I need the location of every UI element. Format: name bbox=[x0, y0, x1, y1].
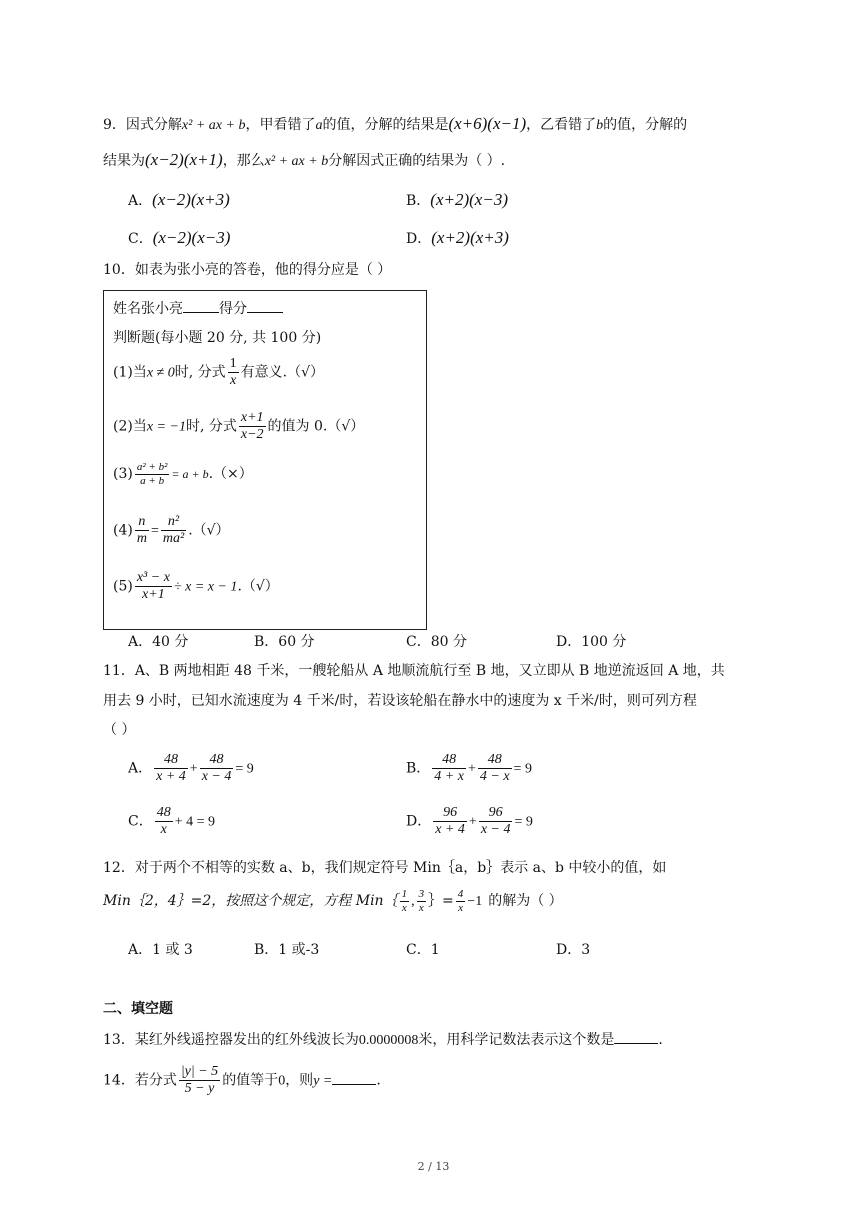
q10-option-c[interactable] bbox=[406, 634, 467, 651]
q12-option-b[interactable] bbox=[254, 942, 319, 959]
q12-text: ｝= bbox=[428, 893, 454, 910]
option-label: D． bbox=[406, 813, 432, 830]
item-fraction-2 bbox=[161, 514, 186, 547]
q11-option-d[interactable] bbox=[406, 805, 533, 838]
item-fraction bbox=[239, 410, 266, 443]
item-text: 的值为 0.（√） bbox=[267, 418, 365, 435]
denominator: x bbox=[230, 373, 237, 389]
denominator: x−2 bbox=[240, 427, 264, 443]
denominator: x + 4 bbox=[156, 769, 186, 785]
option-label: C． bbox=[406, 942, 431, 958]
option-label: B． bbox=[406, 193, 431, 209]
q12-option-d[interactable] bbox=[556, 942, 590, 959]
option-label: C． bbox=[128, 231, 153, 247]
numerator: |y| − 5 bbox=[179, 1064, 220, 1081]
option-label: A． bbox=[128, 942, 153, 958]
option-text: (x−2)(x−3) bbox=[152, 228, 231, 247]
denominator: 4 − x bbox=[479, 769, 510, 785]
name-label: 姓名张小亮 bbox=[113, 301, 183, 317]
numerator: 1 bbox=[401, 888, 408, 900]
q9-text: 的值，分解的 bbox=[603, 117, 688, 133]
item-text: .（√） bbox=[188, 522, 230, 539]
item-rhs: ÷ x = x − 1 bbox=[173, 579, 238, 595]
q12-option-c[interactable] bbox=[406, 942, 440, 959]
denominator: x − 4 bbox=[201, 769, 232, 785]
option-label: C． bbox=[128, 813, 153, 830]
option-text: 1 或-3 bbox=[278, 942, 320, 958]
operator: + bbox=[468, 814, 477, 830]
option-text: 40 分 bbox=[152, 634, 189, 650]
q9-expression: x² + ax + b bbox=[181, 118, 246, 133]
numerator: x+1 bbox=[239, 410, 266, 427]
page-number: 2 / 13 bbox=[417, 1160, 450, 1173]
q11-line2: 用去 9 小时，已知水流速度为 4 千米/时，若设该轮船在静水中的速度为 x 千米/时，则可列方程 bbox=[103, 693, 697, 709]
q14-text: ，则 bbox=[285, 1072, 314, 1089]
option-rhs: + 4 = 9 bbox=[174, 814, 216, 830]
numerator: n bbox=[135, 514, 149, 531]
option-text: 1 或 3 bbox=[152, 942, 193, 958]
minus-one: −1 bbox=[467, 894, 483, 910]
q9-option-d[interactable] bbox=[406, 228, 509, 248]
denominator: 5 − y bbox=[184, 1081, 215, 1097]
numerator: a² + b² bbox=[136, 461, 168, 473]
item-2 bbox=[113, 410, 364, 443]
numerator: 48 bbox=[200, 752, 234, 769]
q9-option-a[interactable] bbox=[128, 190, 230, 210]
option-label: A． bbox=[128, 193, 153, 209]
denominator: x bbox=[458, 901, 463, 914]
denominator: x − 4 bbox=[480, 822, 511, 838]
numerator: 3 bbox=[418, 888, 425, 900]
option-label: D． bbox=[556, 634, 582, 650]
item-rhs: = a + b bbox=[171, 467, 209, 482]
option-text: 60 分 bbox=[278, 634, 315, 650]
q11-option-a[interactable] bbox=[128, 752, 254, 785]
operator: + bbox=[189, 761, 198, 777]
item-number: (4) bbox=[113, 522, 133, 539]
q9-text: 结果为 bbox=[103, 153, 145, 169]
item-condition: x = −1 bbox=[146, 419, 186, 435]
denominator: 4 + x bbox=[434, 769, 464, 785]
numerator: 1 bbox=[228, 356, 239, 373]
option-rhs: = 9 bbox=[513, 761, 532, 777]
option-text: (x+2)(x+3) bbox=[431, 228, 509, 247]
option-label: C． bbox=[406, 634, 431, 650]
q14-text: . bbox=[376, 1072, 381, 1089]
answer-sheet-instructions: 判断题(每小题 20 分, 共 100 分) bbox=[113, 330, 322, 346]
q9-expression2: x² + ax + b bbox=[264, 154, 329, 169]
q9-number: 9．因式分解 bbox=[103, 117, 182, 133]
item-condition: x ≠ 0 bbox=[146, 365, 175, 381]
numerator: 48 bbox=[478, 752, 512, 769]
denominator: x + 4 bbox=[435, 822, 465, 838]
option-fraction bbox=[432, 752, 466, 785]
q14-answer-blank[interactable] bbox=[332, 1072, 376, 1085]
q9-text: ，甲看错了 bbox=[245, 117, 316, 133]
q9-result2: (x−2)(x+1) bbox=[145, 150, 223, 169]
item-number: (5) bbox=[113, 578, 133, 595]
q13-answer-blank[interactable] bbox=[614, 1031, 658, 1044]
q9-text: ，乙看错了 bbox=[526, 117, 597, 133]
option-label: A． bbox=[128, 760, 153, 777]
option-text: 3 bbox=[581, 942, 591, 958]
q10-stem: 10．如表为张小亮的答卷，他的得分应是（ ） bbox=[103, 262, 392, 278]
q9-option-c[interactable] bbox=[128, 228, 230, 248]
q14 bbox=[103, 1064, 381, 1097]
item-text: .（×） bbox=[208, 466, 253, 483]
numerator: 48 bbox=[432, 752, 466, 769]
q12-fraction bbox=[400, 888, 410, 914]
q9-line2 bbox=[103, 150, 505, 171]
item-number: (3) bbox=[113, 466, 133, 483]
option-text: 1 bbox=[430, 942, 440, 958]
q11-line3: （ ） bbox=[103, 722, 136, 738]
option-fraction bbox=[478, 752, 512, 785]
denominator: a + b bbox=[140, 474, 165, 487]
q10-option-a[interactable] bbox=[128, 634, 188, 651]
item-1 bbox=[113, 356, 324, 389]
numerator: 48 bbox=[154, 752, 188, 769]
option-label: D． bbox=[556, 942, 582, 958]
option-text: 80 分 bbox=[430, 634, 467, 650]
denominator: ma² bbox=[162, 531, 185, 547]
q13-text: 13．某红外线遥控器发出的红外线波长为 bbox=[103, 1032, 359, 1048]
item-text: 有意义.（√） bbox=[240, 364, 325, 381]
q10-option-b[interactable] bbox=[254, 634, 315, 651]
option-text: (x+2)(x−3) bbox=[430, 190, 508, 209]
denominator: m bbox=[136, 531, 147, 547]
q11-option-b[interactable] bbox=[406, 752, 532, 785]
item-4 bbox=[113, 514, 230, 547]
option-fraction bbox=[154, 752, 188, 785]
numerator: 48 bbox=[155, 805, 173, 822]
q12-option-a[interactable] bbox=[128, 942, 193, 959]
score-label: 得分 bbox=[219, 301, 247, 317]
option-label: D． bbox=[406, 231, 432, 247]
option-fraction bbox=[200, 752, 234, 785]
q9-result1: (x+6)(x−1) bbox=[448, 114, 527, 133]
var-a: a bbox=[315, 118, 323, 133]
option-label: A． bbox=[128, 634, 153, 650]
item-number: (1)当 bbox=[113, 364, 147, 381]
item-fraction bbox=[135, 514, 149, 547]
item-3 bbox=[113, 461, 253, 487]
item-number: (2)当 bbox=[113, 418, 147, 435]
option-fraction bbox=[433, 805, 467, 838]
numerator: 4 bbox=[457, 888, 464, 900]
item-text: .（√） bbox=[237, 578, 279, 595]
q12-text: 的解为（ ） bbox=[488, 893, 563, 910]
option-label: B． bbox=[406, 760, 431, 777]
q14-fraction bbox=[179, 1064, 220, 1097]
option-text: (x−2)(x+3) bbox=[152, 190, 230, 209]
option-rhs: = 9 bbox=[514, 814, 533, 830]
option-label: B． bbox=[254, 634, 279, 650]
q9-text: 分解因式正确的结果为（ ）. bbox=[328, 153, 506, 169]
option-fraction bbox=[479, 805, 513, 838]
denominator: x+1 bbox=[142, 587, 165, 603]
operator: + bbox=[467, 761, 476, 777]
denominator: x bbox=[160, 822, 167, 838]
q13 bbox=[103, 1031, 663, 1050]
score-blank bbox=[247, 300, 283, 313]
denominator: x bbox=[418, 901, 424, 914]
q12-fraction bbox=[456, 888, 466, 914]
q12-fraction bbox=[417, 888, 427, 914]
q9-line1 bbox=[103, 114, 687, 135]
section-title: 二、填空题 bbox=[103, 1001, 173, 1017]
q13-text: 米，用科学记数法表示这个数是 bbox=[418, 1032, 615, 1048]
option-text: 100 分 bbox=[581, 634, 627, 650]
q14-text: 14．若分式 bbox=[103, 1072, 177, 1089]
q12-line1: 12．对于两个不相等的实数 a、b，我们规定符号 Min｛a，b｝表示 a、b 中较小的值，如 bbox=[103, 860, 667, 876]
q12-text: Min｛2，4｝=2，按照这个规定，方程 Min｛ bbox=[103, 893, 398, 910]
var-b: b bbox=[596, 118, 604, 133]
option-fraction bbox=[155, 805, 173, 838]
item-5 bbox=[113, 570, 279, 603]
numerator: n² bbox=[161, 514, 186, 531]
numerator: 96 bbox=[479, 805, 513, 822]
q14-y: y = bbox=[313, 1073, 333, 1089]
q11-option-c[interactable] bbox=[128, 805, 215, 838]
item-fraction bbox=[135, 461, 170, 487]
denominator: x bbox=[401, 901, 407, 914]
option-rhs: = 9 bbox=[235, 761, 254, 777]
q14-zero: 0 bbox=[278, 1073, 286, 1089]
numerator: 96 bbox=[433, 805, 467, 822]
answer-sheet-header bbox=[113, 300, 283, 318]
comma: , bbox=[411, 894, 415, 910]
q11-line1: 11．A、B 两地相距 48 千米，一艘轮船从 A 地顺流航行至 B 地，又立即从 B 地逆流返回 A 地，共 bbox=[103, 663, 725, 679]
item-text: 时, 分式 bbox=[174, 364, 226, 381]
q9-option-b[interactable] bbox=[406, 190, 508, 210]
item-fraction bbox=[135, 570, 172, 603]
q9-text: 的值，分解的结果是 bbox=[322, 117, 449, 133]
item-text: 时, 分式 bbox=[185, 418, 237, 435]
q13-number: 0.0000008 bbox=[358, 1033, 419, 1048]
option-label: B． bbox=[254, 942, 279, 958]
q12-line2 bbox=[103, 888, 563, 914]
numerator: x³ − x bbox=[135, 570, 172, 587]
name-blank bbox=[183, 300, 219, 313]
q13-text: . bbox=[658, 1032, 663, 1048]
q14-text: 的值等于 bbox=[222, 1072, 279, 1089]
q10-option-d[interactable] bbox=[556, 634, 626, 651]
equals-sign: = bbox=[150, 523, 159, 539]
q9-text: ，那么 bbox=[222, 153, 265, 169]
item-fraction bbox=[228, 356, 239, 389]
